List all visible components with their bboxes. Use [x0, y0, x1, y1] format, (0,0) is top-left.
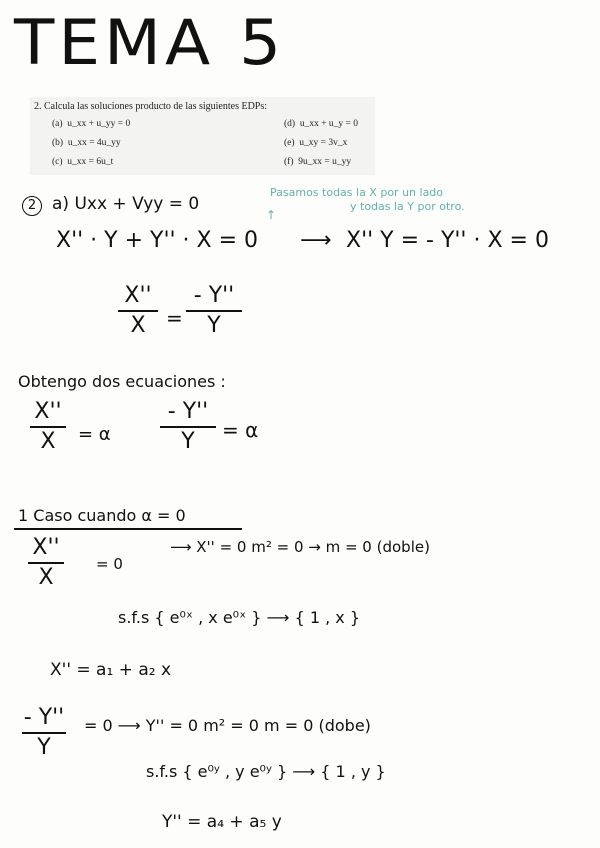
problem-heading: 2. Calcula las soluciones producto de las siguientes EDPs:	[34, 101, 268, 112]
section-heading: Obtengo dos ecuaciones :	[18, 372, 226, 391]
item-equation: u_xx = 6u_t	[67, 157, 114, 167]
fraction-denominator: X	[40, 428, 56, 454]
item-label: (a)	[52, 119, 63, 129]
fraction-bar	[186, 310, 242, 312]
item-label: (f)	[284, 157, 294, 167]
problem-item	[284, 138, 347, 148]
fraction-numerator: - Y''	[193, 283, 235, 308]
fraction-numerator: X''	[32, 535, 60, 560]
case-heading: 1 Caso cuando α = 0	[18, 506, 186, 525]
fraction-x	[28, 536, 64, 590]
equals-sign: =	[166, 306, 183, 330]
fraction-bar	[22, 732, 66, 734]
problem-item	[52, 138, 121, 148]
fraction-y	[22, 706, 66, 760]
fraction-denominator: Y	[37, 734, 51, 760]
fraction-denominator: X	[38, 564, 54, 590]
fraction-numerator: X''	[124, 283, 152, 308]
fraction-y	[160, 400, 216, 454]
margin-note-line2: y todas la Y por otro.	[350, 200, 465, 213]
item-equation: u_xx + u_y = 0	[299, 119, 359, 129]
problem-item	[284, 157, 351, 167]
item-label: (e)	[284, 138, 295, 148]
characteristic-chain-x: ⟶ X'' = 0 m² = 0 → m = 0 (doble)	[170, 538, 430, 556]
fraction-denominator: X	[130, 312, 146, 338]
fraction-numerator: - Y''	[167, 399, 209, 424]
fraction-x	[118, 284, 158, 338]
item-equation: u_xx = 4u_yy	[67, 138, 121, 148]
item-equation: u_xy = 3v_x	[299, 138, 348, 148]
fraction-numerator: X''	[34, 399, 62, 424]
fraction-denominator: Y	[207, 312, 221, 338]
item-label: (b)	[52, 138, 64, 148]
problem-item	[284, 119, 358, 129]
fundamental-set-y: s.f.s { e⁰ʸ , y e⁰ʸ } ⟶ { 1 , y }	[146, 762, 386, 781]
characteristic-chain-y: = 0 ⟶ Y'' = 0 m² = 0 m = 0 (dobe)	[84, 716, 371, 735]
fraction-x	[30, 400, 66, 454]
problem-item	[52, 119, 130, 129]
problem-number-circle: 2	[22, 196, 42, 216]
fraction-numerator: - Y''	[23, 705, 65, 730]
margin-note-line1: Pasamos todas la X por un lado	[270, 186, 444, 199]
fraction-y	[186, 284, 242, 338]
fraction-bar	[118, 310, 158, 312]
item-label: (c)	[52, 157, 63, 167]
solution-y: Y'' = a₄ + a₅ y	[162, 812, 282, 832]
fraction-bar	[30, 426, 66, 428]
separation-equation: X'' · Y + Y'' · X = 0	[56, 228, 259, 253]
item-equation: u_xx + u_yy = 0	[67, 119, 131, 129]
fundamental-set-x: s.f.s { e⁰ˣ , x e⁰ˣ } ⟶ { 1 , x }	[118, 608, 361, 627]
part-a-equation: a) Uxx + Vyy = 0	[52, 194, 200, 214]
problem-item	[52, 157, 113, 167]
note-arrow-icon: ↑	[266, 208, 277, 222]
problem-statement	[30, 97, 375, 175]
case-x-equals-zero: = 0	[96, 555, 123, 573]
fraction-bar	[28, 562, 64, 564]
arrow-icon: ⟶	[300, 228, 332, 253]
solution-x: X'' = a₁ + a₂ x	[50, 660, 172, 680]
case-underline	[14, 528, 242, 530]
item-label: (d)	[284, 119, 296, 129]
rearranged-equation: X'' Y = - Y'' · X = 0	[346, 228, 549, 253]
fraction-denominator: Y	[181, 428, 195, 454]
alpha-equation: = α	[222, 418, 259, 442]
page-title: TEMA 5	[14, 5, 286, 80]
alpha-equation: = α	[78, 424, 111, 445]
fraction-bar	[160, 426, 216, 428]
item-equation: 9u_xx = u_yy	[298, 157, 352, 167]
